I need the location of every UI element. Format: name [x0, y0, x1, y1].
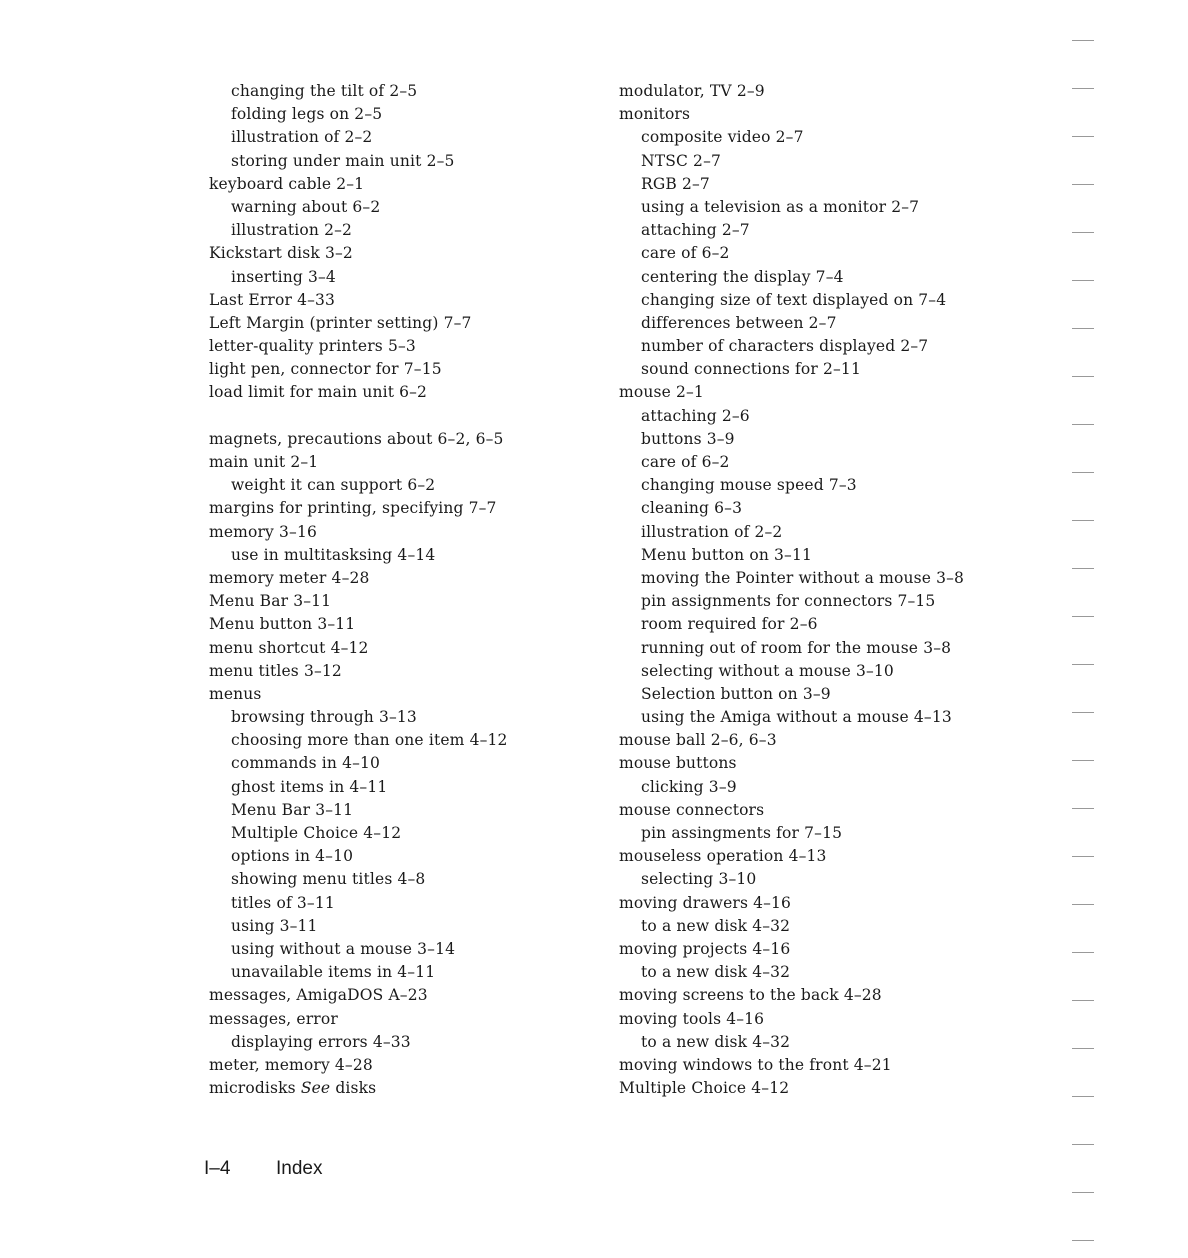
- index-entry: mouseless operation 4–13: [619, 847, 827, 866]
- index-entry: Last Error 4–33: [209, 290, 336, 309]
- index-entry: letter-quality printers 5–3: [209, 337, 416, 356]
- binding-mark: [1072, 1240, 1094, 1241]
- index-subentry: composite video 2–7: [641, 128, 804, 147]
- index-entry: moving tools 4–16: [619, 1009, 765, 1028]
- index-subentry: number of characters displayed 2–7: [641, 337, 929, 356]
- binding-mark: [1072, 1144, 1094, 1145]
- index-subentry: Menu Bar 3–11: [231, 800, 354, 819]
- index-subentry: illustration of 2–2: [641, 522, 783, 541]
- index-entry: messages, AmigaDOS A–23: [209, 986, 428, 1005]
- binding-mark: [1072, 184, 1094, 185]
- index-subentry: buttons 3–9: [641, 429, 735, 448]
- index-entry: messages, error: [209, 1009, 338, 1028]
- binding-mark: [1072, 1096, 1094, 1097]
- index-subentry: cleaning 6–3: [641, 499, 743, 518]
- index-subentry: displaying errors 4–33: [231, 1032, 411, 1051]
- index-subentry: use in multitasksing 4–14: [231, 545, 436, 564]
- index-subentry: using without a mouse 3–14: [231, 939, 456, 958]
- index-entry: meter, memory 4–28: [209, 1055, 373, 1074]
- index-subentry: commands in 4–10: [231, 754, 381, 773]
- index-entry: mouse ball 2–6, 6–3: [619, 731, 777, 750]
- index-subentry: choosing more than one item 4–12: [231, 731, 508, 750]
- index-subentry: differences between 2–7: [641, 313, 837, 332]
- binding-mark: [1072, 136, 1094, 137]
- binding-mark: [1072, 40, 1094, 41]
- index-subentry: Selection button on 3–9: [641, 684, 831, 703]
- index-entry: moving windows to the front 4–21: [619, 1055, 892, 1074]
- index-subentry: attaching 2–7: [641, 221, 750, 240]
- index-subentry: room required for 2–6: [641, 615, 818, 634]
- index-entry: light pen, connector for 7–15: [209, 360, 442, 379]
- binding-mark: [1072, 1000, 1094, 1001]
- index-subentry: running out of room for the mouse 3–8: [641, 638, 952, 657]
- binding-mark: [1072, 376, 1094, 377]
- index-subentry: changing the tilt of 2–5: [231, 82, 418, 100]
- index-subentry: care of 6–2: [641, 244, 730, 263]
- index-subentry: Menu button on 3–11: [641, 545, 812, 564]
- binding-mark: [1072, 424, 1094, 425]
- index-subentry: Multiple Choice 4–12: [231, 824, 402, 842]
- index-subentry: warning about 6–2: [231, 197, 381, 216]
- index-entry: menu shortcut 4–12: [209, 638, 369, 657]
- binding-mark: [1072, 232, 1094, 233]
- index-subentry: inserting 3–4: [231, 267, 336, 286]
- index-subentry: to a new disk 4–32: [641, 1032, 791, 1051]
- index-subentry: storing under main unit 2–5: [231, 151, 455, 170]
- index-entry: moving screens to the back 4–28: [619, 986, 882, 1005]
- page-number: I–4: [204, 1158, 231, 1179]
- index-column-left: [209, 80, 599, 1100]
- binding-mark: [1072, 808, 1094, 809]
- index-subentry: attaching 2–6: [641, 406, 750, 425]
- index-subentry: clicking 3–9: [641, 777, 737, 796]
- index-subentry: ghost items in 4–11: [231, 777, 388, 796]
- index-spacer: [209, 405, 599, 428]
- index-entry: memory 3–16: [209, 522, 317, 541]
- binding-mark: [1072, 760, 1094, 761]
- index-entry: Menu button 3–11: [209, 615, 356, 634]
- index-column-right: [619, 80, 1049, 1100]
- index-subentry: centering the display 7–4: [641, 267, 844, 286]
- index-subentry: moving the Pointer without a mouse 3–8: [641, 568, 965, 587]
- binding-mark: [1072, 568, 1094, 569]
- index-entry: mouse 2–1: [619, 383, 704, 402]
- index-subentry: illustration 2–2: [231, 221, 352, 240]
- index-entry: margins for printing, specifying 7–7: [209, 499, 497, 518]
- index-entry: menus: [209, 684, 262, 703]
- index-subentry: selecting without a mouse 3–10: [641, 661, 894, 680]
- index-entry: modulator, TV 2–9: [619, 82, 765, 100]
- index-entry: moving drawers 4–16: [619, 893, 792, 912]
- index-subentry: using 3–11: [231, 916, 318, 935]
- index-subentry: unavailable items in 4–11: [231, 963, 436, 982]
- index-entry: main unit 2–1: [209, 453, 319, 471]
- binding-mark: [1072, 616, 1094, 617]
- section-title: Index: [276, 1158, 323, 1179]
- binding-mark: [1072, 856, 1094, 857]
- index-subentry: RGB 2–7: [641, 174, 710, 193]
- index-subentry: selecting 3–10: [641, 870, 757, 889]
- binding-edge: [1068, 0, 1108, 1258]
- index-entry: monitors: [619, 105, 691, 124]
- index-subentry: showing menu titles 4–8: [231, 870, 426, 889]
- binding-mark: [1072, 664, 1094, 665]
- index-entry: magnets, precautions about 6–2, 6–5: [209, 429, 504, 448]
- index-entry: Menu Bar 3–11: [209, 592, 332, 611]
- index-subentry: sound connections for 2–11: [641, 360, 861, 379]
- index-entry: memory meter 4–28: [209, 568, 370, 587]
- index-entry: mouse connectors: [619, 800, 765, 819]
- index-subentry: illustration of 2–2: [231, 128, 373, 147]
- index-entry: menu titles 3–12: [209, 661, 342, 680]
- index-subentry: to a new disk 4–32: [641, 916, 791, 935]
- index-entry: microdisks See disks: [209, 1079, 377, 1098]
- binding-mark: [1072, 280, 1094, 281]
- index-entry: moving projects 4–16: [619, 939, 791, 958]
- binding-mark: [1072, 952, 1094, 953]
- index-entry: keyboard cable 2–1: [209, 174, 365, 193]
- index-subentry: pin assignments for connectors 7–15: [641, 592, 936, 611]
- index-subentry: pin assingments for 7–15: [641, 824, 843, 842]
- binding-mark: [1072, 1192, 1094, 1193]
- index-subentry: using the Amiga without a mouse 4–13: [641, 708, 952, 727]
- index-subentry: options in 4–10: [231, 847, 354, 866]
- page-footer: [204, 1158, 322, 1180]
- binding-mark: [1072, 1048, 1094, 1049]
- binding-mark: [1072, 328, 1094, 329]
- index-subentry: weight it can support 6–2: [231, 476, 436, 495]
- index-subentry: using a television as a monitor 2–7: [641, 197, 920, 216]
- index-subentry: NTSC 2–7: [641, 151, 721, 170]
- index-subentry: changing mouse speed 7–3: [641, 476, 857, 495]
- index-subentry: titles of 3–11: [231, 893, 335, 912]
- index-subentry: folding legs on 2–5: [231, 105, 383, 124]
- index-subentry: care of 6–2: [641, 453, 730, 471]
- binding-mark: [1072, 88, 1094, 89]
- index-entry: mouse buttons: [619, 754, 737, 773]
- index-entry: Kickstart disk 3–2: [209, 244, 353, 263]
- index-subentry: browsing through 3–13: [231, 708, 417, 727]
- binding-mark: [1072, 712, 1094, 713]
- index-entry: load limit for main unit 6–2: [209, 383, 428, 402]
- index-entry: Multiple Choice 4–12: [619, 1079, 790, 1098]
- index-subentry: to a new disk 4–32: [641, 963, 791, 982]
- binding-mark: [1072, 520, 1094, 521]
- binding-mark: [1072, 904, 1094, 905]
- binding-mark: [1072, 472, 1094, 473]
- index-entry: Left Margin (printer setting) 7–7: [209, 313, 472, 332]
- index-subentry: changing size of text displayed on 7–4: [641, 290, 947, 309]
